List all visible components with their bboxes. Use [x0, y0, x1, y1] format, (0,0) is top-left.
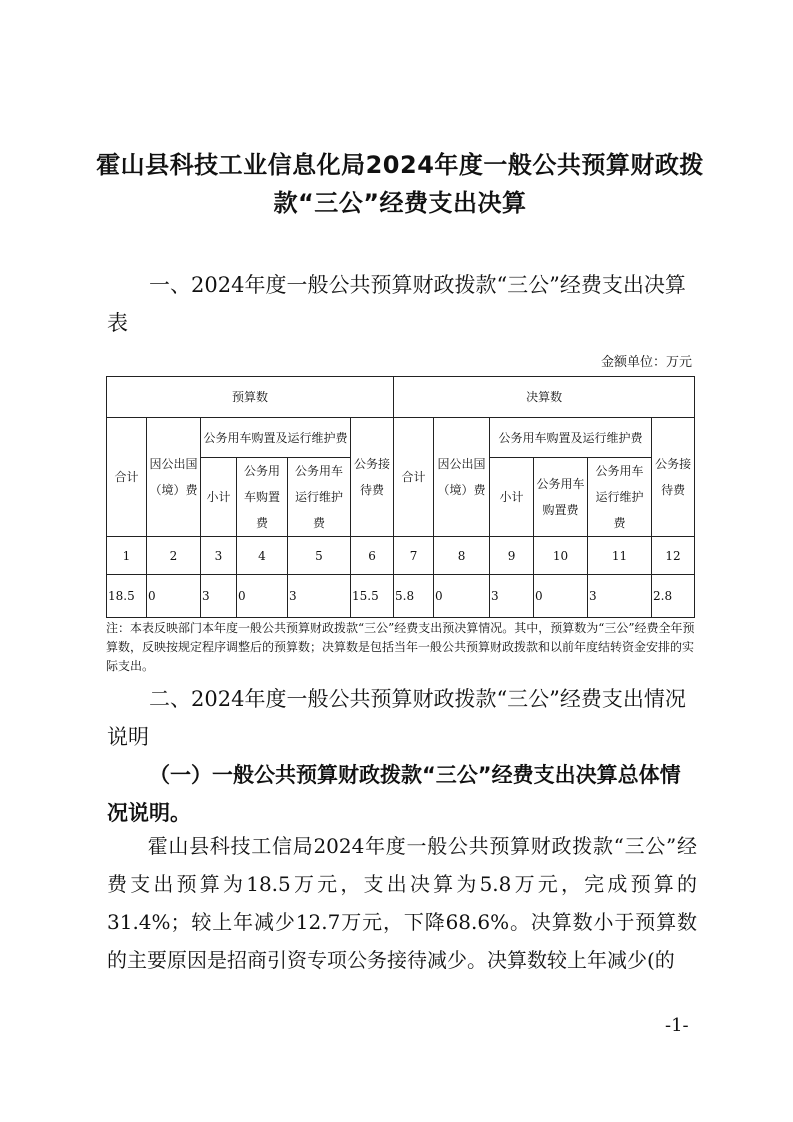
- section-2-heading-line-1: 二、2024年度一般公共预算财政拨款“三公”经费支出情况: [149, 687, 686, 711]
- value-cell: 0: [237, 575, 288, 618]
- header-reception-fee: 公务接待费: [652, 418, 695, 537]
- header-subtotal: 小计: [490, 458, 534, 537]
- value-cell: 3: [490, 575, 534, 618]
- header-vehicle-operation: 公务用车运行维护费: [288, 458, 351, 537]
- value-cell: 3: [201, 575, 237, 618]
- column-number: 1: [107, 537, 147, 575]
- subsection-1-heading-line-2: 况说明。: [107, 801, 191, 825]
- value-cell: 15.5: [351, 575, 394, 618]
- header-total: 合计: [107, 418, 147, 537]
- column-number: 2: [147, 537, 201, 575]
- section-1-heading-line-2: 表: [107, 311, 128, 335]
- column-number: 10: [534, 537, 588, 575]
- header-vehicle-purchase: 公务用车购置费: [237, 458, 288, 537]
- column-number: 8: [434, 537, 490, 575]
- value-cell: 0: [534, 575, 588, 618]
- header-vehicle-group: 公务用车购置及运行维护费: [201, 418, 351, 458]
- value-cell: 18.5: [107, 575, 147, 618]
- header-abroad-fee: 因公出国（境）费: [147, 418, 201, 537]
- section-2-heading: [107, 680, 695, 756]
- header-budget-group: 预算数: [107, 377, 394, 418]
- value-cell: 5.8: [394, 575, 434, 618]
- column-number: 11: [588, 537, 652, 575]
- value-cell: 0: [434, 575, 490, 618]
- body-paragraph-text: 霍山县科技工信局2024年度一般公共预算财政拨款“三公”经费支出预算为18.5万元，支出决算为5.8万元，完成预算的31.4%；较上年减少12.7万元，下降68.6%。决算数小于预算数的主要原因是招商引资专项公务接待减少。决算数较上年减少(的: [107, 834, 697, 972]
- header-total: 合计: [394, 418, 434, 537]
- column-number: 4: [237, 537, 288, 575]
- title-line-2: 款“三公”经费支出决算: [273, 189, 527, 217]
- column-number: 3: [201, 537, 237, 575]
- column-number: 5: [288, 537, 351, 575]
- header-final-group: 决算数: [394, 377, 695, 418]
- value-cell: 0: [147, 575, 201, 618]
- title-line-1: 霍山县科技工业信息化局2024年度一般公共预算财政拨: [96, 151, 704, 179]
- three-public-expenses-table: [106, 376, 695, 618]
- section-1-heading: [107, 266, 695, 342]
- subsection-1-heading: [107, 756, 695, 832]
- column-number: 7: [394, 537, 434, 575]
- value-cell: 2.8: [652, 575, 695, 618]
- unit-label: 金额单位：万元: [600, 355, 692, 370]
- document-title: [95, 146, 705, 222]
- page-number: -1-: [665, 1015, 689, 1036]
- body-paragraph: [107, 827, 697, 979]
- column-number: 12: [652, 537, 695, 575]
- header-subtotal: 小计: [201, 458, 237, 537]
- header-abroad-fee: 因公出国（境）费: [434, 418, 490, 537]
- value-cell: 3: [588, 575, 652, 618]
- header-vehicle-group: 公务用车购置及运行维护费: [490, 418, 652, 458]
- header-vehicle-operation: 公务用车运行维护费: [588, 458, 652, 537]
- section-1-heading-line-1: 一、2024年度一般公共预算财政拨款“三公”经费支出决算: [149, 273, 686, 297]
- section-2-heading-line-2: 说明: [107, 725, 149, 749]
- subsection-1-heading-line-1: （一）一般公共预算财政拨款“三公”经费支出决算总体情: [149, 763, 681, 787]
- header-vehicle-purchase: 公务用车购置费: [534, 458, 588, 537]
- column-number: 6: [351, 537, 394, 575]
- header-reception-fee: 公务接待费: [351, 418, 394, 537]
- column-number: 9: [490, 537, 534, 575]
- value-cell: 3: [288, 575, 351, 618]
- table-note: 注：本表反映部门本年度一般公共预算财政拨款“三公”经费支出预决算情况。其中，预算数为“三公”经费全年预算数，反映按规定程序调整后的预算数；决算数是包括当年一般公共预算财政拨款和以前年度结转资金安排的实际支出。: [106, 621, 695, 673]
